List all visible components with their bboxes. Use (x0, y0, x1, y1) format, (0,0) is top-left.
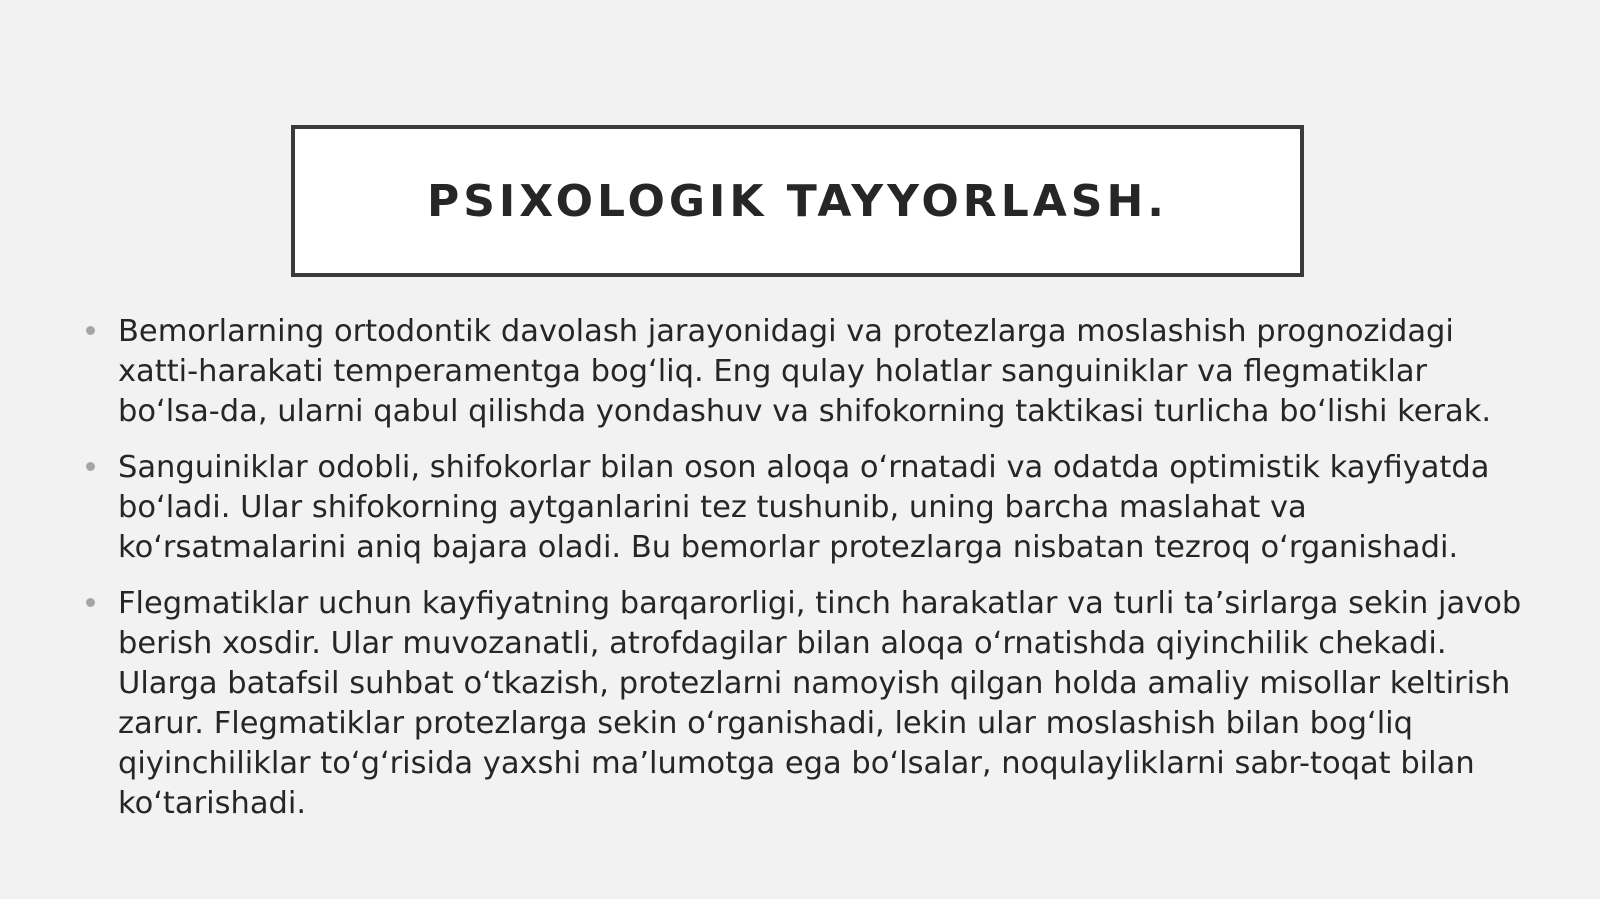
bullet-text: Sanguiniklar odobli, shifokorlar bilan oson aloqa o‘rnatadi va odatda optimistik kayfiyatda bo‘ladi. Ular shifokorning aytganlarini tez tushunib, uning barcha maslahat va ko‘rsatmalarini aniq bajara oladi. Bu bemorlar protezlarga nisbatan tezroq o‘rganishadi. (118, 450, 1490, 565)
bullet-text: Flegmatiklar uchun kayfiyatning barqarorligi, tinch harakatlar va turli ta’sirlarga sekin javob berish xosdir. Ular muvozanatli, atrofdagilar bilan aloqa o‘rnatishda qiyinchilik chekadi. Ularga batafsil suhbat o‘tkazish, protezlarni namoyish qilgan holda amaliy misollar keltirish zarur. Flegmatiklar protezlarga sekin o‘rganishadi, lekin ular moslashish bilan bog‘liq qiyinchiliklar to‘g‘risida yaxshi ma’lumotga ega bo‘lsalar, noqulayliklarni sabr-toqat bilan ko‘tarishadi. (118, 586, 1522, 821)
bullet-item (86, 312, 1526, 432)
bullet-item (86, 448, 1526, 568)
bullet-dot-icon (86, 598, 95, 607)
bullet-dot-icon (86, 462, 95, 471)
title-box (291, 125, 1304, 277)
bullet-text: Bemorlarning ortodontik davolash jarayonidagi va protezlarga moslashish prognozidagi xatti-harakati temperamentga bog‘liq. Eng qulay holatlar sanguiniklar va flegmatiklar bo‘lsa-da, ularni qabul qilishda yondashuv va shifokorning taktikasi turlicha bo‘lishi kerak. (118, 314, 1492, 429)
bullet-list (86, 312, 1526, 840)
slide-title: PSIXOLOGIK TAYYORLASH. (426, 175, 1169, 227)
bullet-item (86, 584, 1526, 824)
bullet-dot-icon (86, 326, 95, 335)
